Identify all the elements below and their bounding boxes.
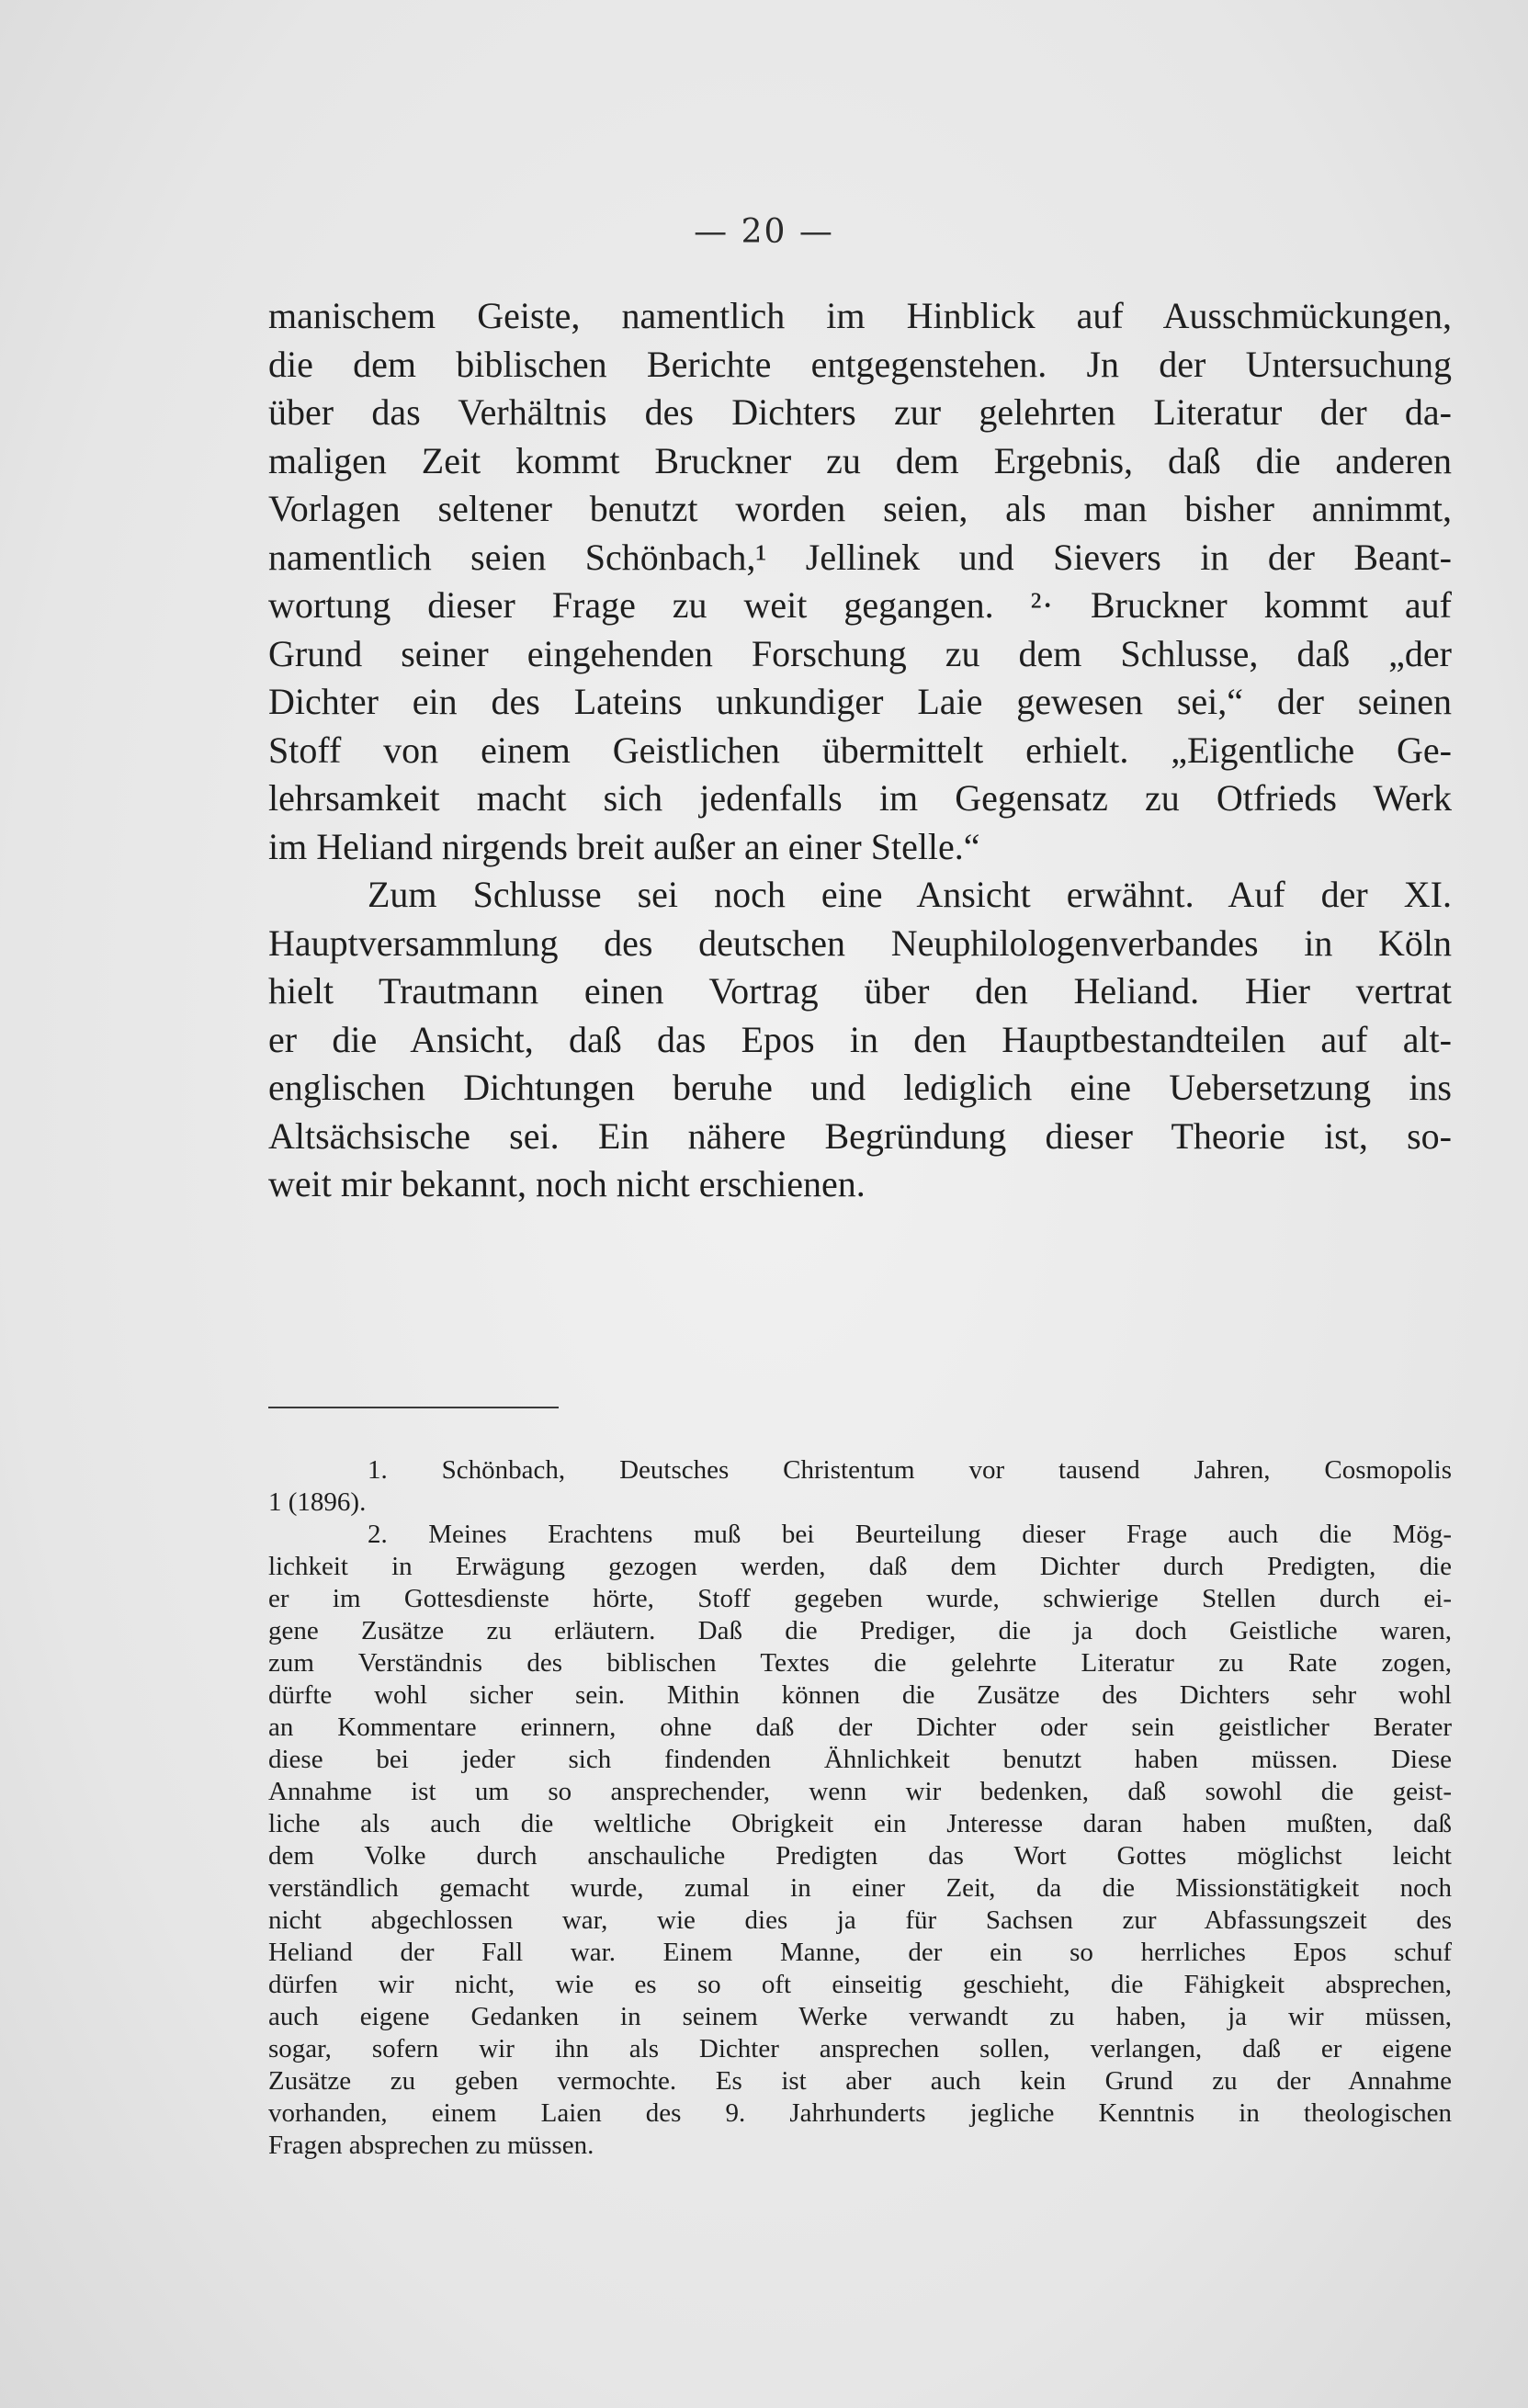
text-line: manischem Geiste, namentlich im Hinblick auf Ausschmückungen, bbox=[268, 295, 1452, 336]
footnote-line: nicht abgechlossen war, wie dies ja für Sachsen zur Abfassungszeit des bbox=[268, 1905, 1452, 1935]
footnote-line: auch eigene Gedanken in seinem Werke verwandt zu haben, ja wir müssen, bbox=[268, 2002, 1452, 2031]
text-line: Stoff von einem Geistlichen übermittelt erhielt. „Eigentliche Ge- bbox=[268, 729, 1452, 771]
text-line: wortung dieser Frage zu weit gegangen. ²· Bruckner kommt auf bbox=[268, 584, 1452, 626]
footnote-line: liche als auch die weltliche Obrigkeit ein Jnteresse daran haben mußten, daß bbox=[268, 1809, 1452, 1838]
text-line: englischen Dichtungen beruhe und lediglich eine Uebersetzung ins bbox=[268, 1067, 1452, 1108]
footnote-line: zum Verständnis des biblischen Textes die gelehrte Literatur zu Rate zogen, bbox=[268, 1648, 1452, 1678]
footnote-line: Zusätze zu geben vermochte. Es ist aber auch kein Grund zu der Annahme bbox=[268, 2066, 1452, 2096]
footnote-line: 2. Meines Erachtens muß bei Beurteilung dieser Frage auch die Mög- bbox=[368, 1520, 1452, 1549]
footnote-line: 1. Schönbach, Deutsches Christentum vor tausend Jahren, Cosmopolis bbox=[368, 1455, 1452, 1485]
text-line: namentlich seien Schönbach,¹ Jellinek und Sievers in der Beant- bbox=[268, 536, 1452, 578]
text-line: lehrsamkeit macht sich jedenfalls im Gegensatz zu Otfrieds Werk bbox=[268, 777, 1452, 819]
text-line: Altsächsische sei. Ein nähere Begründung dieser Theorie ist, so- bbox=[268, 1114, 1452, 1157]
footnote-line: an Kommentare erinnern, ohne daß der Dichter oder sein geistlicher Berater bbox=[268, 1713, 1452, 1742]
footnote-line: er im Gottesdienste hörte, Stoff gegeben wurde, schwierige Stellen durch ei- bbox=[268, 1584, 1452, 1613]
page-number: — 20 — bbox=[694, 213, 834, 251]
text-line: Vorlagen seltener benutzt worden seien, als man bisher annimmt, bbox=[268, 488, 1452, 529]
footnote-line: Fragen absprechen zu müssen. bbox=[268, 2131, 594, 2160]
text-line: hielt Trautmann einen Vortrag über den Heliand. Hier vertrat bbox=[268, 970, 1452, 1012]
footnote-line: dem Volke durch anschauliche Predigten das Wort Gottes möglichst leicht bbox=[268, 1841, 1452, 1871]
footnote-divider bbox=[268, 1407, 559, 1408]
footnote-line: sogar, sofern wir ihn als Dichter ansprechen sollen, verlangen, daß er eigene bbox=[268, 2034, 1452, 2063]
footnote-line: dürfen wir nicht, wie es so oft einseitig geschieht, die Fähigkeit absprechen, bbox=[268, 1970, 1452, 1999]
footnote-line: 1 (1896). bbox=[268, 1487, 367, 1517]
text-line: die dem biblischen Berichte entgegenstehen. Jn der Untersuchung bbox=[268, 343, 1452, 385]
main-text bbox=[268, 292, 1452, 1209]
footnote-line: dürfte wohl sicher sein. Mithin können die Zusätze des Dichters sehr wohl bbox=[268, 1680, 1452, 1710]
text-line: maligen Zeit kommt Bruckner zu dem Ergebnis, daß die anderen bbox=[268, 439, 1452, 481]
text-line: Hauptversammlung des deutschen Neuphilologenverbandes in Köln bbox=[268, 921, 1452, 964]
footnotes bbox=[268, 1454, 1452, 2162]
text-line: er die Ansicht, daß das Epos in den Hauptbestandteilen auf alt- bbox=[268, 1018, 1452, 1060]
footnote-line: diese bei jeder sich findenden Ähnlichkeit benutzt haben müssen. Diese bbox=[268, 1745, 1452, 1774]
footnote-line: vorhanden, einem Laien des 9. Jahrhunderts jegliche Kenntnis in theologischen bbox=[268, 2098, 1452, 2128]
text-line: Dichter ein des Lateins unkundiger Laie gewesen sei,“ der seinen bbox=[268, 681, 1452, 722]
footnote-line: lichkeit in Erwägung gezogen werden, daß dem Dichter durch Predigten, die bbox=[268, 1552, 1452, 1581]
footnote-line: Annahme ist um so ansprechender, wenn wir bedenken, daß sowohl die geist- bbox=[268, 1777, 1452, 1806]
footnote-line: verständlich gemacht wurde, zumal in einer Zeit, da die Missionstätigkeit noch bbox=[268, 1873, 1452, 1903]
text-line: Grund seiner eingehenden Forschung zu dem Schlusse, daß „der bbox=[268, 632, 1452, 674]
footnote-line: Heliand der Fall war. Einem Manne, der ein so herrliches Epos schuf bbox=[268, 1938, 1452, 1967]
footnote-line: gene Zusätze zu erläutern. Daß die Prediger, die ja doch Geistliche waren, bbox=[268, 1616, 1452, 1645]
text-line: weit mir bekannt, noch nicht erschienen. bbox=[268, 1163, 866, 1204]
text-line: im Heliand nirgends breit außer an einer Stelle.“ bbox=[268, 825, 980, 867]
text-line: über das Verhältnis des Dichters zur gelehrten Literatur der da- bbox=[268, 391, 1452, 433]
text-line: Zum Schlusse sei noch eine Ansicht erwähnt. Auf der XI. bbox=[368, 874, 1452, 915]
